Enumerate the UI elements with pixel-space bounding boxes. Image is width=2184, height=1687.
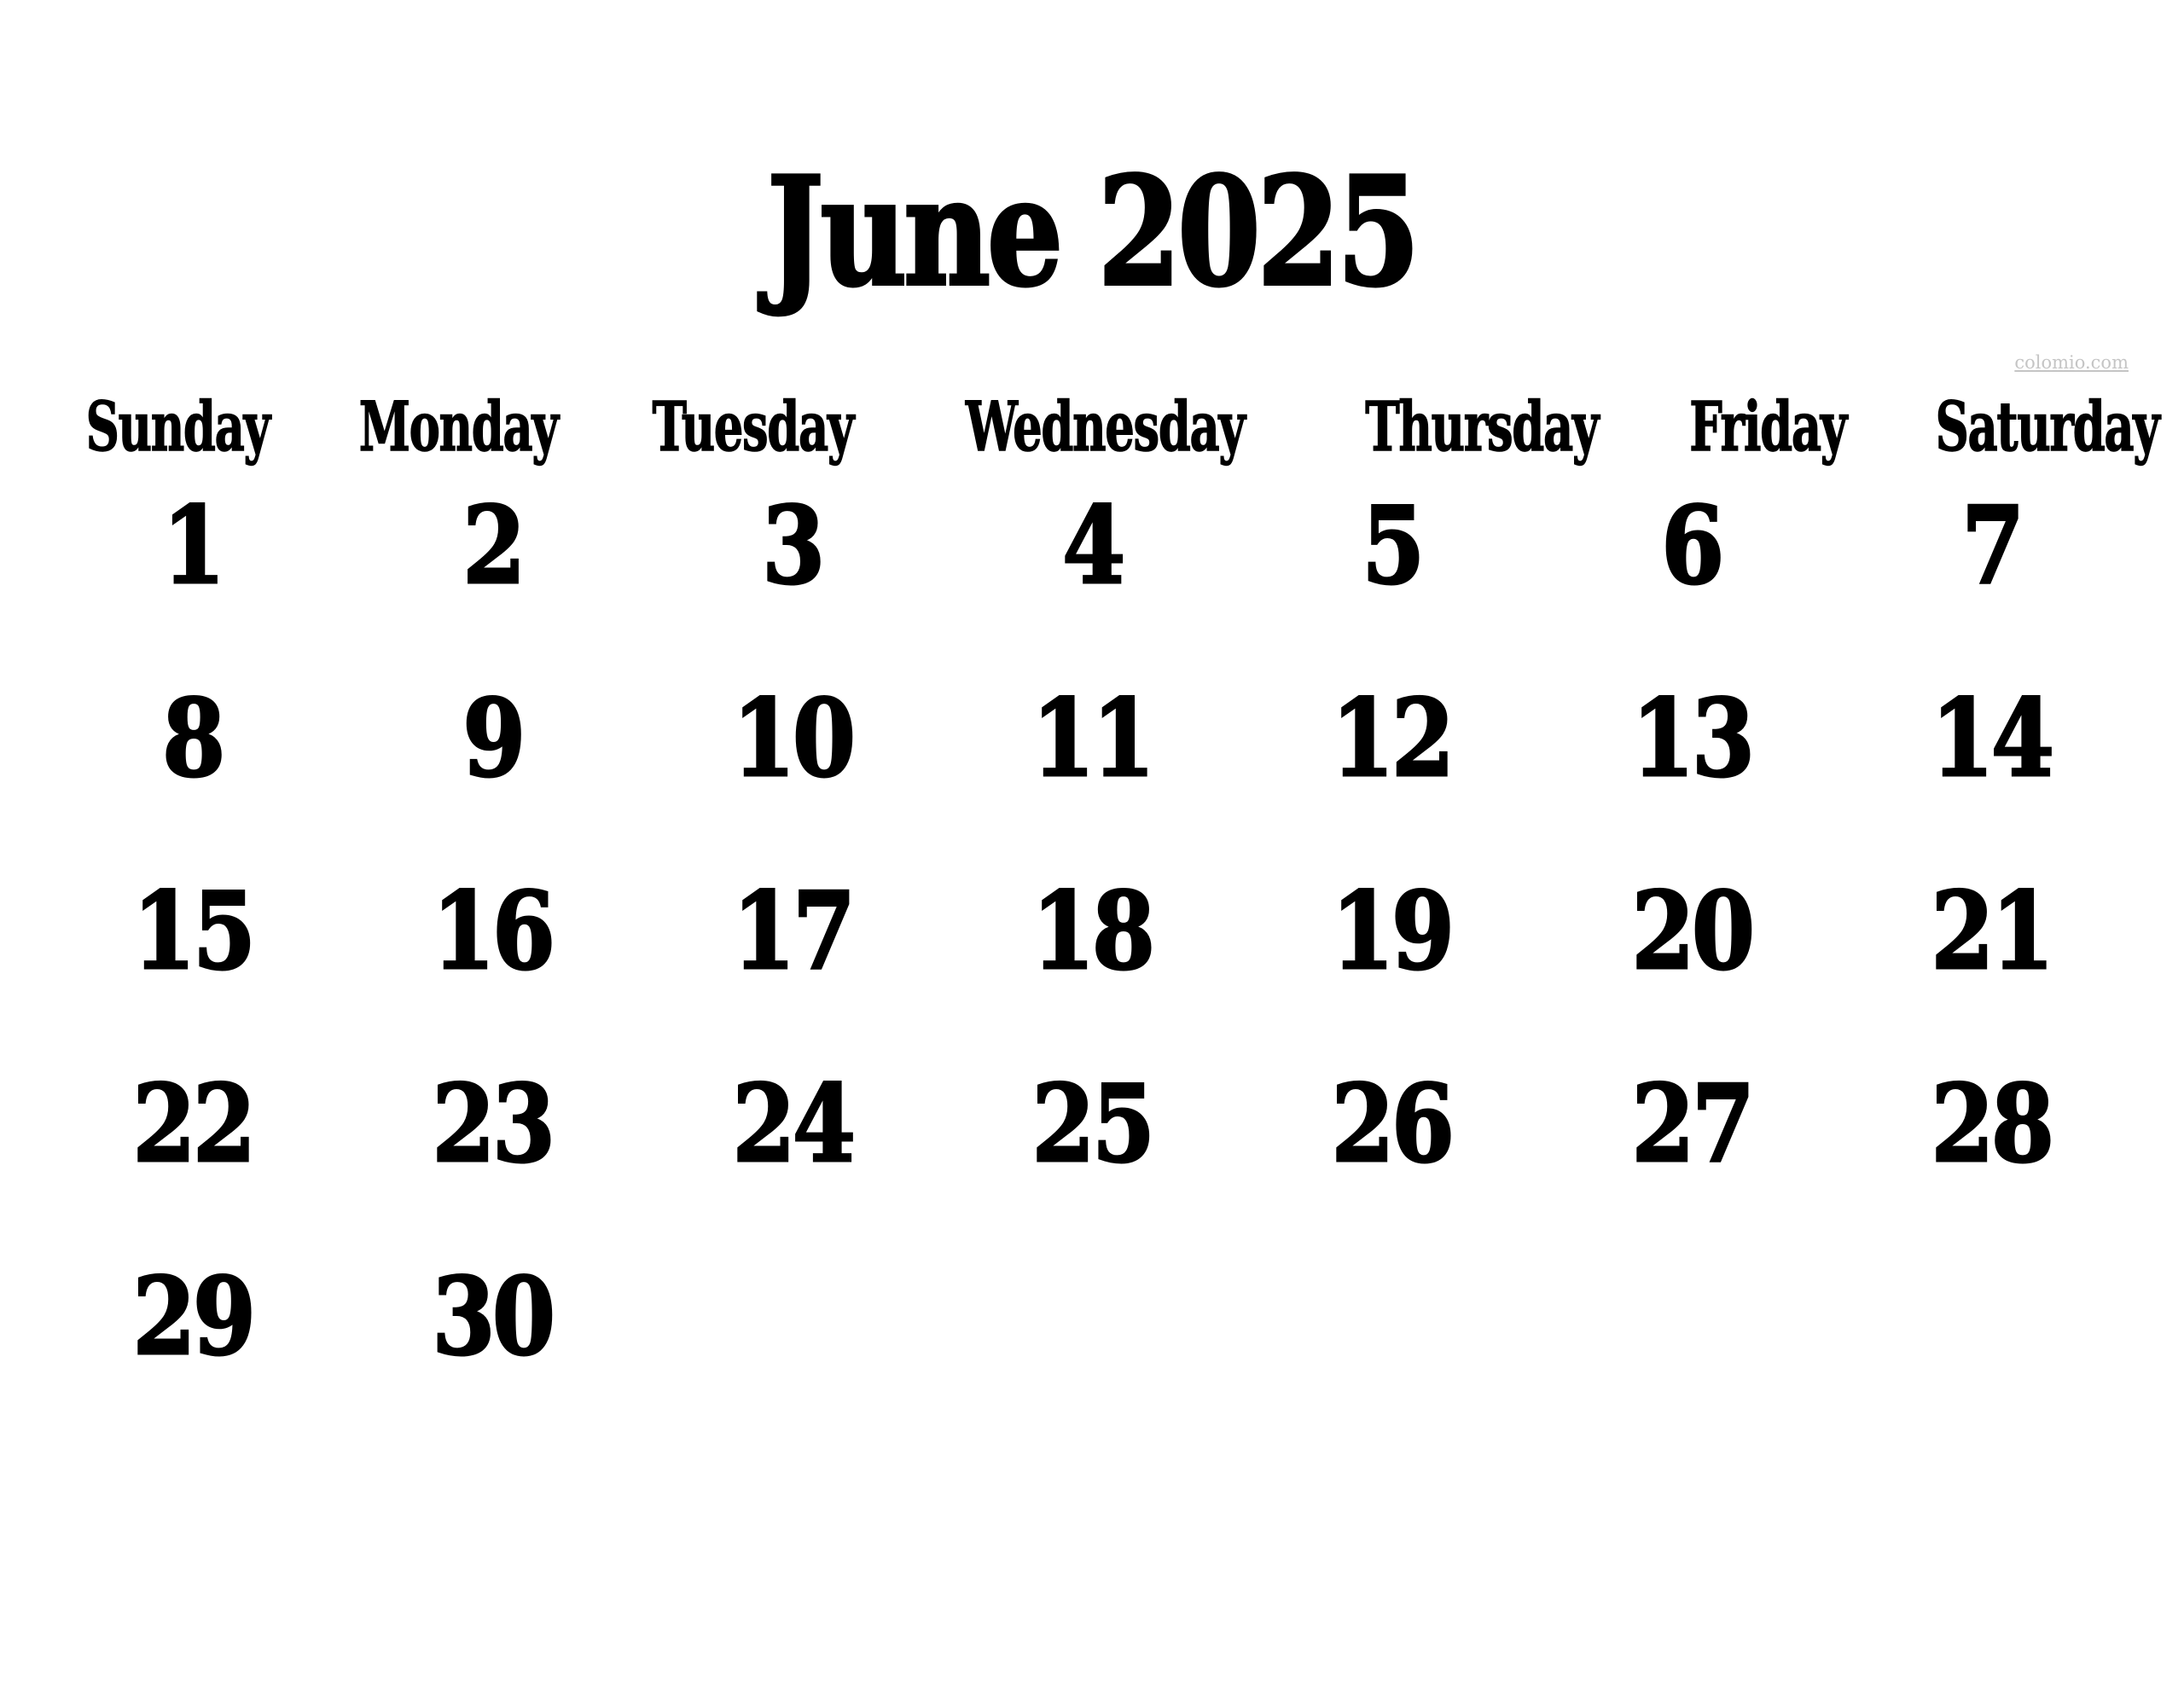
- day-number: 8: [162, 675, 223, 801]
- weekday-label: Monday: [359, 386, 558, 467]
- day-number: 7: [1961, 483, 2022, 608]
- day-cell-empty-2: [942, 1264, 1241, 1371]
- day-number: 20: [1631, 868, 1752, 994]
- day-number: 12: [1331, 675, 1452, 801]
- day-cell-empty-5: [1842, 1264, 2141, 1371]
- watermark-link[interactable]: colomio.com: [2014, 352, 2129, 373]
- day-cell-25: [942, 1061, 1241, 1186]
- week-row-3: [43, 835, 2141, 1028]
- weekday-label: Wednesday: [966, 386, 1245, 467]
- day-number: 2: [462, 483, 523, 608]
- day-cell-5: [1242, 483, 1542, 608]
- weekday-label: Sunday: [85, 386, 270, 467]
- day-number: 6: [1661, 483, 1722, 608]
- day-number: 24: [732, 1061, 853, 1186]
- day-number: 14: [1931, 675, 2052, 801]
- day-cell-17: [642, 868, 942, 994]
- weekday-label: Friday: [1689, 386, 1847, 467]
- day-cell-30: [342, 1254, 642, 1379]
- day-cell-3: [642, 483, 942, 608]
- day-cell-empty-4: [1542, 1264, 1841, 1371]
- day-number: 3: [762, 483, 822, 608]
- week-row-2: [43, 642, 2141, 835]
- day-cell-20: [1542, 868, 1841, 994]
- day-number: 27: [1631, 1061, 1752, 1186]
- day-cell-26: [1242, 1061, 1542, 1186]
- day-number: 30: [432, 1254, 553, 1379]
- day-cell-6: [1542, 483, 1841, 608]
- day-cell-10: [642, 675, 942, 801]
- day-number: 5: [1362, 483, 1422, 608]
- day-number: 22: [132, 1061, 253, 1186]
- day-cell-9: [342, 675, 642, 801]
- day-cell-23: [342, 1061, 642, 1186]
- weekday-label: Saturday: [1935, 386, 2159, 467]
- day-cell-1: [43, 483, 342, 608]
- day-cell-8: [43, 675, 342, 801]
- day-number: 19: [1331, 868, 1452, 994]
- day-number: 10: [732, 675, 853, 801]
- day-number: 11: [1031, 675, 1153, 801]
- day-number: 16: [432, 868, 553, 994]
- day-cell-15: [43, 868, 342, 994]
- day-cell-11: [942, 675, 1241, 801]
- day-cell-18: [942, 868, 1241, 994]
- calendar-grid: [43, 449, 2141, 1413]
- day-number: 25: [1031, 1061, 1153, 1186]
- day-number: 17: [732, 868, 853, 994]
- day-cell-14: [1842, 675, 2141, 801]
- day-number: 9: [462, 675, 523, 801]
- day-cell-29: [43, 1254, 342, 1379]
- day-number: 18: [1031, 868, 1153, 994]
- day-number: 21: [1931, 868, 2052, 994]
- day-cell-7: [1842, 483, 2141, 608]
- day-cell-24: [642, 1061, 942, 1186]
- day-cell-12: [1242, 675, 1542, 801]
- day-cell-16: [342, 868, 642, 994]
- day-cell-4: [942, 483, 1241, 608]
- day-cell-28: [1842, 1061, 2141, 1186]
- day-cell-19: [1242, 868, 1542, 994]
- day-number: 23: [432, 1061, 553, 1186]
- day-number: 26: [1331, 1061, 1452, 1186]
- calendar-title-text: June 2025: [767, 145, 1417, 320]
- week-row-5: [43, 1220, 2141, 1413]
- day-cell-empty-1: [642, 1264, 942, 1371]
- day-number: 28: [1931, 1061, 2052, 1186]
- day-cell-13: [1542, 675, 1841, 801]
- day-cell-22: [43, 1061, 342, 1186]
- calendar-title: [0, 145, 2184, 320]
- day-cell-empty-3: [1242, 1264, 1542, 1371]
- day-number: 15: [132, 868, 253, 994]
- day-number: 1: [162, 483, 223, 608]
- weekday-label: Tuesday: [652, 386, 853, 467]
- day-number: 13: [1631, 675, 1752, 801]
- day-cell-21: [1842, 868, 2141, 994]
- week-row-1: [43, 449, 2141, 642]
- day-cell-2: [342, 483, 642, 608]
- week-row-4: [43, 1028, 2141, 1220]
- day-number: 4: [1061, 483, 1123, 608]
- day-number: 29: [132, 1254, 253, 1379]
- day-cell-27: [1542, 1061, 1841, 1186]
- weekday-label: Thursday: [1364, 386, 1598, 467]
